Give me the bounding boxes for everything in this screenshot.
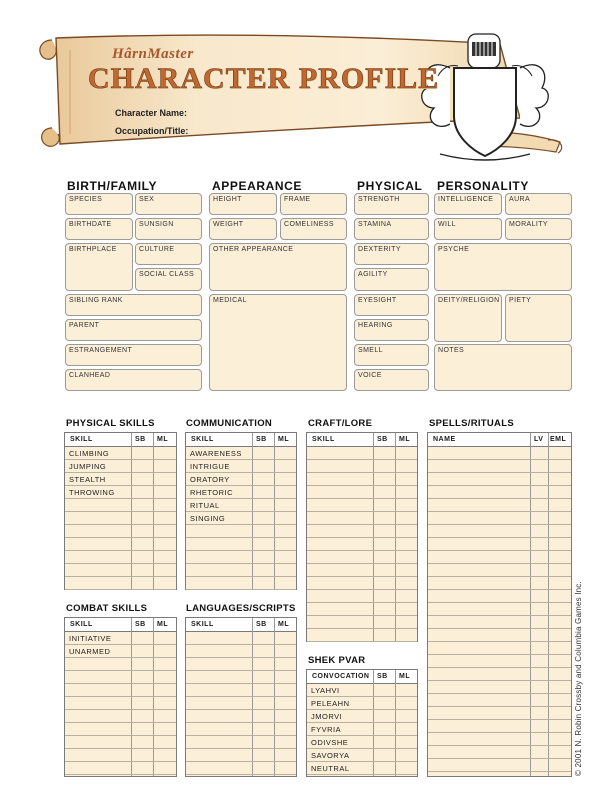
row-divider [428,485,571,486]
row-divider [307,748,417,749]
row-divider [65,524,176,525]
row-divider [307,589,417,590]
row-divider [428,641,571,642]
smell-field[interactable]: SMELL [354,344,429,366]
row-divider [307,602,417,603]
row-divider [428,576,571,577]
col-sb-header: SB [135,436,146,443]
row-divider [65,683,176,684]
row-divider [65,696,176,697]
comeliness-field[interactable]: COMELINESS [280,218,347,240]
other-appearance-field[interactable]: OTHER APPEARANCE [209,243,347,291]
col-sb-header: SB [377,673,388,680]
row-divider [428,602,571,603]
table-row[interactable]: UNARMED [69,647,111,656]
row-divider [186,550,296,551]
table-row[interactable]: SINGING [190,514,226,523]
row-divider [186,644,296,645]
row-divider [307,641,417,642]
row-divider [186,683,296,684]
row-divider [428,771,571,772]
combat-skills-table[interactable] [64,617,177,777]
birthplace-field[interactable]: BIRTHPLACE [65,243,133,291]
row-divider [65,722,176,723]
col-sb-header: SB [377,436,388,443]
row-divider [307,761,417,762]
row-divider [186,774,296,775]
col-skill-header: SKILL [191,436,214,443]
intelligence-field[interactable]: INTELLIGENCE [434,193,502,215]
row-divider [428,732,571,733]
col-sb-header: SB [256,436,267,443]
col-sb-header: SB [135,621,146,628]
row-divider [65,511,176,512]
row-divider [65,589,176,590]
communication-table[interactable] [185,432,297,590]
row-divider [65,576,176,577]
row-divider [428,563,571,564]
col-convocation-header: CONVOCATION [312,673,370,680]
table-row[interactable]: AWARENESS [190,449,242,458]
character-name-label: Character Name: [115,108,188,118]
row-divider [307,709,417,710]
row-divider [428,498,571,499]
sex-field[interactable]: SEX [135,193,202,215]
table-row[interactable]: JMORVI [311,712,343,721]
notes-field[interactable]: NOTES [434,344,572,391]
col-ml-header: ML [278,621,290,628]
row-divider [186,498,296,499]
row-divider [65,748,176,749]
table-row[interactable]: CLIMBING [69,449,110,458]
col-skill-header: SKILL [312,436,335,443]
voice-field[interactable]: VOICE [354,369,429,391]
heraldic-shield-icon [410,28,560,168]
row-divider [307,735,417,736]
game-logo: HârnMaster [112,46,194,62]
physical-skills-table[interactable] [64,432,177,590]
column-divider [252,618,253,776]
row-divider [307,696,417,697]
row-divider [307,628,417,629]
row-divider [428,719,571,720]
row-divider [186,576,296,577]
shek-pvar-heading: SHEK PVAR [308,655,366,666]
row-divider [428,459,571,460]
row-divider [428,706,571,707]
row-divider [65,472,176,473]
col-skill-header: SKILL [70,621,93,628]
table-row[interactable]: ORATORY [190,475,230,484]
row-divider [428,511,571,512]
row-divider [186,696,296,697]
row-divider [428,615,571,616]
row-divider [186,709,296,710]
will-field[interactable]: WILL [434,218,502,240]
row-divider [428,667,571,668]
languages-scripts-table[interactable] [185,617,297,777]
strength-field[interactable]: STRENGTH [354,193,429,215]
table-row[interactable]: FYVRIA [311,725,342,734]
deity-religion-field[interactable]: DEITY/RELIGION [434,294,502,342]
row-divider [307,537,417,538]
row-divider [65,735,176,736]
communication-heading: COMMUNICATION [186,418,273,429]
weight-field[interactable]: WEIGHT [209,218,277,240]
row-divider [65,563,176,564]
morality-field[interactable]: MORALITY [505,218,572,240]
row-divider [307,563,417,564]
craft-lore-heading: CRAFT/LORE [308,418,373,429]
row-divider [186,472,296,473]
copyright-notice: © 2001 N. Robin Crossby and Columbia Games Inc. [574,581,583,776]
column-divider [274,618,275,776]
row-divider [307,576,417,577]
row-divider [186,670,296,671]
row-divider [65,657,176,658]
combat-skills-heading: COMBAT SKILLS [66,603,148,614]
col-ml-header: ML [157,621,169,628]
row-divider [65,498,176,499]
craft-lore-table[interactable] [306,432,418,642]
row-divider [186,485,296,486]
estrangement-field[interactable]: ESTRANGEMENT [65,344,202,366]
row-divider [307,498,417,499]
row-divider [307,459,417,460]
row-divider [186,589,296,590]
row-divider [428,745,571,746]
row-divider [307,550,417,551]
table-row[interactable]: ODIVSHE [311,738,349,747]
row-divider [186,722,296,723]
aura-field[interactable]: AURA [505,193,572,215]
row-divider [428,589,571,590]
col-ml-header: ML [157,436,169,443]
row-divider [65,550,176,551]
clanhead-field[interactable]: CLANHEAD [65,369,202,391]
row-divider [307,472,417,473]
sunsign-field[interactable]: SUNSIGN [135,218,202,240]
languages-scripts-heading: LANGUAGES/SCRIPTS [186,603,296,614]
column-divider [131,618,132,776]
row-divider [428,628,571,629]
medical-field[interactable]: MEDICAL [209,294,347,391]
agility-field[interactable]: AGILITY [354,268,429,291]
physical-skills-heading: PHYSICAL SKILLS [66,418,155,429]
table-row[interactable]: NEUTRAL [311,764,350,773]
row-divider [186,511,296,512]
row-divider [428,550,571,551]
row-divider [65,459,176,460]
table-row[interactable]: PELEAHN [311,699,350,708]
row-divider [186,537,296,538]
page-title: CHARACTER PROFILE [88,62,440,95]
table-row[interactable]: RHETORIC [190,488,234,497]
parent-field[interactable]: PARENT [65,319,202,341]
row-divider [65,761,176,762]
row-divider [65,537,176,538]
table-row[interactable]: RITUAL [190,501,220,510]
row-divider [65,670,176,671]
hearing-field[interactable]: HEARING [354,319,429,341]
row-divider [307,615,417,616]
row-divider [428,537,571,538]
row-divider [186,563,296,564]
physical-heading: PHYSICAL [357,179,423,193]
col-eml-header: EML [550,436,567,443]
row-divider [186,761,296,762]
species-field[interactable]: SPECIES [65,193,133,215]
appearance-heading: APPEARANCE [212,179,303,193]
row-divider [65,485,176,486]
sibling-rank-field[interactable]: SIBLING RANK [65,294,202,316]
psyche-field[interactable]: PSYCHE [434,243,572,291]
col-skill-header: SKILL [191,621,214,628]
col-ml-header: ML [278,436,290,443]
height-field[interactable]: HEIGHT [209,193,277,215]
col-sb-header: SB [256,621,267,628]
spells-rituals-table[interactable] [427,432,572,777]
dexterity-field[interactable]: DEXTERITY [354,243,429,265]
table-row[interactable]: INTRIGUE [190,462,230,471]
row-divider [186,748,296,749]
shek-pvar-table[interactable] [306,669,418,777]
col-name-header: NAME [433,436,456,443]
row-divider [428,680,571,681]
frame-field[interactable]: FRAME [280,193,347,215]
row-divider [307,774,417,775]
row-divider [307,722,417,723]
culture-field[interactable]: CULTURE [135,243,202,265]
row-divider [186,459,296,460]
row-divider [428,472,571,473]
table-row[interactable]: SAVORYA [311,751,350,760]
row-divider [428,693,571,694]
personality-heading: PERSONALITY [437,179,529,193]
birthdate-field[interactable]: BIRTHDATE [65,218,133,240]
piety-field[interactable]: PIETY [505,294,572,342]
row-divider [186,657,296,658]
row-divider [428,654,571,655]
col-lv-header: LV [534,436,544,443]
birth-family-heading: BIRTH/FAMILY [67,179,158,193]
row-divider [307,485,417,486]
column-divider [153,618,154,776]
col-ml-header: ML [399,436,411,443]
row-divider [428,524,571,525]
table-row[interactable]: LYAHVI [311,686,340,695]
table-row[interactable]: JUMPING [69,462,107,471]
row-divider [307,524,417,525]
eyesight-field[interactable]: EYESIGHT [354,294,429,316]
row-divider [428,758,571,759]
social-class-field[interactable]: SOCIAL CLASS [135,268,202,291]
table-row[interactable]: STEALTH [69,475,106,484]
col-skill-header: SKILL [70,436,93,443]
row-divider [307,511,417,512]
row-divider [186,524,296,525]
table-row[interactable]: THROWING [69,488,115,497]
stamina-field[interactable]: STAMINA [354,218,429,240]
row-divider [186,735,296,736]
table-row[interactable]: INITIATIVE [69,634,112,643]
row-divider [65,774,176,775]
row-divider [65,644,176,645]
occupation-label: Occupation/Title: [115,126,189,136]
col-ml-header: ML [399,673,411,680]
spells-rituals-heading: SPELLS/RITUALS [429,418,514,429]
row-divider [65,709,176,710]
